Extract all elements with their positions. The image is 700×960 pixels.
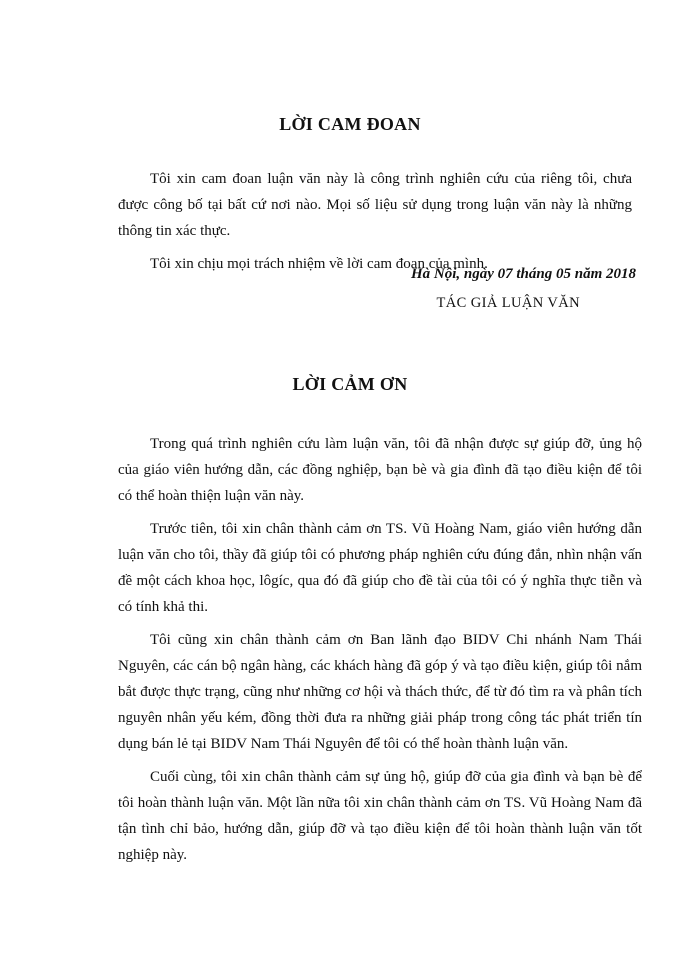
acknowledgement-body: [118, 431, 642, 868]
declaration-paragraph: Tôi xin cam đoan luận văn này là công trình nghiên cứu của riêng tôi, chưa được công bố tại bất cứ nơi nào. Mọi số liệu sử dụng trong luận văn này là những thông tin xác thực.: [118, 171, 632, 239]
acknowledgement-paragraph: Trong quá trình nghiên cứu làm luận văn, tôi đã nhận được sự giúp đỡ, ủng hộ của giáo viên hướng dẫn, các đồng nghiệp, bạn bè và gia đình đã tạo điều kiện để tôi có thể hoàn thiện luận văn này.: [118, 436, 642, 504]
acknowledgement-paragraph: Cuối cùng, tôi xin chân thành cảm sự ủng hộ, giúp đỡ của gia đình và bạn bè để tôi hoàn thành luận văn. Một lần nữa tôi xin chân thành cảm ơn TS. Vũ Hoàng Nam đã tận tình chỉ bảo, hướng dẫn, giúp đỡ và tạo điều kiện để tôi hoàn thành luận văn tốt nghiệp này.: [118, 769, 642, 863]
acknowledgement-title: LỜI CẢM ƠN: [292, 374, 408, 394]
declaration-body: [118, 166, 632, 277]
date-line: Hà Nội, ngày 07 tháng 05 năm 2018: [410, 266, 636, 282]
declaration-title: LỜI CAM ĐOAN: [279, 114, 421, 134]
declaration-paragraph: Tôi xin chịu mọi trách nhiệm về lời cam đoan của mình.: [150, 256, 488, 272]
acknowledgement-paragraph: Tôi cũng xin chân thành cảm ơn Ban lãnh đạo BIDV Chi nhánh Nam Thái Nguyên, các cán bộ ngân hàng, các khách hàng đã góp ý và tạo điều kiện, giúp tôi nắm bắt được thực trạng, cũng như những cơ hội và thách thức, để từ đó tìm ra và phân tích nguyên nhân yếu kém, đồng thời đưa ra những giải pháp trong công tác phát triển tín dụng bán lẻ tại BIDV Nam Thái Nguyên để tôi có thể hoàn thành luận văn.: [118, 632, 642, 752]
acknowledgement-paragraph: Trước tiên, tôi xin chân thành cảm ơn TS. Vũ Hoàng Nam, giáo viên hướng dẫn luận văn cho tôi, thầy đã giúp tôi có phương pháp nghiên cứu đúng đắn, nhìn nhận vấn đề một cách khoa học, lôgíc, qua đó đã giúp cho đề tài của tôi có ý nghĩa thực tiễn và có tính khả thi.: [118, 521, 642, 615]
author-label: TÁC GIẢ LUẬN VĂN: [436, 295, 580, 311]
